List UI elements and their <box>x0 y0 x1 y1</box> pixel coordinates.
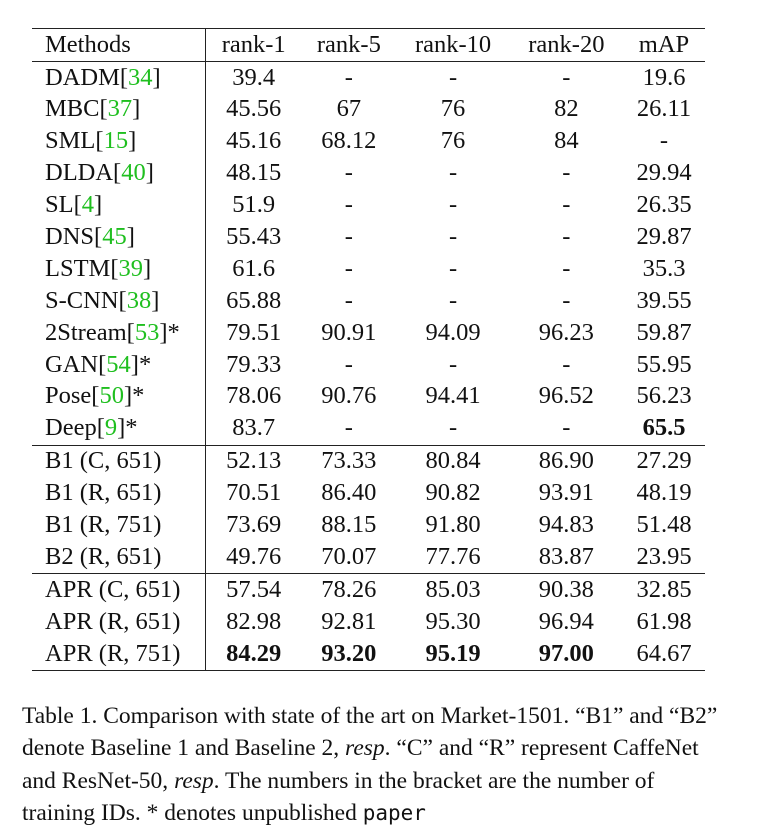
value-cell: 76 <box>440 95 466 123</box>
value-cell: 97.00 <box>510 638 623 670</box>
value-cell: - <box>562 254 571 282</box>
value-cell: - <box>448 223 458 251</box>
method-cell <box>32 574 206 606</box>
method-cell: S-CNN[38] <box>32 285 206 317</box>
method-name: DADM <box>45 63 120 91</box>
value-cell: 70.07 <box>321 542 377 570</box>
table-row <box>32 413 705 445</box>
value-cell: 65.88 <box>226 286 282 314</box>
value-cell: 35.3 <box>642 254 686 282</box>
value-cell: 83.87 <box>538 542 594 570</box>
value-cell: 55.95 <box>636 350 692 378</box>
value-cell: 93.91 <box>538 479 594 507</box>
value-cell: 64.67 <box>623 638 705 670</box>
value-cell: 85.03 <box>396 574 509 606</box>
table-row <box>32 126 705 158</box>
caption-resp-1: resp <box>345 735 385 761</box>
method-cell: MBC[37] <box>32 94 206 126</box>
unpublished-marker: * <box>138 350 152 378</box>
method-name: Pose <box>45 382 92 410</box>
value-cell: 61.6 <box>232 254 276 282</box>
method-name: SL <box>45 191 74 219</box>
method-name: B1 (C, 651) <box>45 447 162 475</box>
results-table <box>32 28 705 671</box>
method-name: S-CNN <box>45 286 119 314</box>
value-cell: 59.87 <box>636 318 692 346</box>
value-cell: 95.30 <box>425 607 481 635</box>
value-cell: 86.40 <box>321 479 377 507</box>
value-cell: 84 <box>554 127 579 155</box>
method-name: LSTM <box>45 254 111 282</box>
value-cell: 51.48 <box>636 511 692 539</box>
method-cell <box>32 445 206 477</box>
header-methods: Methods <box>32 29 206 62</box>
value-cell: 82.98 <box>226 607 282 635</box>
method-name: SML <box>45 127 96 155</box>
value-cell: - <box>448 191 458 219</box>
method-name: APR (C, 651) <box>45 575 181 603</box>
value-cell: 78.26 <box>301 574 396 606</box>
value-cell: 80.84 <box>396 445 509 477</box>
value-cell: 78.06 <box>226 382 282 410</box>
value-cell: 82 <box>554 95 579 123</box>
method-cell: Pose[50]* <box>32 381 206 413</box>
value-cell: 27.29 <box>623 445 705 477</box>
value-cell: 55.43 <box>226 223 282 251</box>
table-row <box>32 541 705 573</box>
caption-text-2: . “C” and “R” represent CaffeNet and ResNet-50, <box>22 735 699 794</box>
value-cell: - <box>659 127 669 155</box>
value-cell: 45.56 <box>226 95 282 123</box>
method-cell: DADM[34] <box>32 61 206 93</box>
method-name: 2Stream <box>45 318 127 346</box>
value-cell: 65.5 <box>642 414 686 442</box>
value-cell: 95.19 <box>396 638 509 670</box>
value-cell: 23.95 <box>636 542 692 570</box>
value-cell: - <box>344 350 353 378</box>
value-cell: 68.12 <box>321 127 377 155</box>
unpublished-marker: * <box>167 318 180 346</box>
citation-link[interactable]: 38 <box>126 286 152 314</box>
value-cell: 83.7 <box>232 414 276 442</box>
value-cell: - <box>448 350 458 378</box>
value-cell: 90.91 <box>321 318 377 346</box>
method-cell: LSTM[39] <box>32 253 206 285</box>
table-row <box>32 253 705 285</box>
table-row <box>32 477 705 509</box>
value-cell: 48.15 <box>226 159 282 187</box>
value-cell: - <box>562 191 571 219</box>
value-cell: 67 <box>336 95 362 123</box>
citation-link[interactable]: 45 <box>102 223 127 251</box>
value-cell: 19.6 <box>642 63 686 91</box>
table-row <box>32 317 705 349</box>
caption-resp-2: resp <box>174 767 214 794</box>
method-name: B2 (R, 651) <box>45 542 162 570</box>
header-rank-10: rank-10 <box>396 29 509 62</box>
table-body <box>32 61 705 670</box>
value-cell: 94.41 <box>425 382 481 410</box>
value-cell: 91.80 <box>425 511 481 539</box>
table-row <box>32 381 705 413</box>
citation-link[interactable]: 39 <box>118 254 144 282</box>
value-cell: 61.98 <box>636 607 692 635</box>
method-name: DLDA <box>45 159 114 187</box>
method-cell: 2Stream[53]* <box>32 317 206 349</box>
value-cell: 90.82 <box>425 479 481 507</box>
value-cell: 70.51 <box>226 479 282 507</box>
citation-link[interactable]: 54 <box>106 350 131 378</box>
header-map: mAP <box>623 29 705 62</box>
value-cell: 29.87 <box>636 223 692 251</box>
value-cell: 45.16 <box>226 127 282 155</box>
method-cell: GAN[54]* <box>32 349 206 381</box>
method-name: APR (R, 651) <box>45 607 181 635</box>
unpublished-marker: * <box>132 382 145 410</box>
method-name: MBC <box>45 95 100 123</box>
results-table-container <box>32 28 705 671</box>
value-cell: 93.20 <box>301 638 396 670</box>
value-cell: - <box>448 414 458 442</box>
citation-link[interactable]: 34 <box>128 63 153 91</box>
value-cell: 26.11 <box>636 95 692 123</box>
value-cell: - <box>562 159 571 187</box>
value-cell: 96.23 <box>538 318 594 346</box>
value-cell: 73.69 <box>226 511 282 539</box>
table-caption <box>22 700 732 830</box>
caption-text-1: Table 1. Comparison with state of the art on Market-1501. “B1” and “B2” denote Baseline 1 and Baseline 2, <box>22 702 718 761</box>
value-cell: - <box>344 191 353 219</box>
value-cell: - <box>344 63 353 91</box>
table-header-row <box>32 29 705 62</box>
value-cell: 57.54 <box>206 574 302 606</box>
method-name: B1 (R, 651) <box>45 479 162 507</box>
citation-link[interactable]: 9 <box>104 414 118 442</box>
citation-link[interactable]: 15 <box>103 127 129 155</box>
value-cell: - <box>448 63 458 91</box>
table-row <box>32 158 705 190</box>
value-cell: 39.4 <box>232 63 276 91</box>
method-cell: DLDA[40] <box>32 158 206 190</box>
method-cell <box>32 638 206 670</box>
value-cell: 84.29 <box>206 638 302 670</box>
citation-link[interactable]: 50 <box>99 382 124 410</box>
table-row <box>32 189 705 221</box>
method-name: DNS <box>45 223 95 251</box>
table-row <box>32 606 705 638</box>
value-cell: - <box>344 286 353 314</box>
value-cell: - <box>448 159 458 187</box>
table-row <box>32 509 705 541</box>
value-cell: - <box>448 254 458 282</box>
citation-link[interactable]: 40 <box>121 159 146 187</box>
citation-link[interactable]: 37 <box>107 95 133 123</box>
method-name: GAN <box>45 350 99 378</box>
value-cell: 29.94 <box>636 159 692 187</box>
method-name: Deep <box>45 414 97 442</box>
value-cell: - <box>562 414 571 442</box>
table-row <box>32 445 705 477</box>
value-cell: 39.55 <box>636 286 692 314</box>
value-cell: 51.9 <box>232 191 276 219</box>
method-cell: Deep[9]* <box>32 413 206 445</box>
method-cell: SML[15] <box>32 126 206 158</box>
value-cell: 48.19 <box>636 479 692 507</box>
header-rank-1: rank-1 <box>206 29 302 62</box>
method-cell: SL[4] <box>32 189 206 221</box>
value-cell: 32.85 <box>623 574 705 606</box>
method-cell: DNS[45] <box>32 221 206 253</box>
value-cell: - <box>562 63 571 91</box>
table-row <box>32 221 705 253</box>
value-cell: 94.09 <box>425 318 481 346</box>
method-cell <box>32 541 206 573</box>
method-cell <box>32 477 206 509</box>
value-cell: - <box>562 286 571 314</box>
unpublished-marker: * <box>125 414 138 442</box>
header-rank-20: rank-20 <box>510 29 623 62</box>
value-cell: 86.90 <box>510 445 623 477</box>
value-cell: - <box>344 254 353 282</box>
value-cell: 88.15 <box>321 511 377 539</box>
value-cell: - <box>344 223 353 251</box>
value-cell: 92.81 <box>321 607 377 635</box>
method-cell <box>32 509 206 541</box>
value-cell: 52.13 <box>206 445 302 477</box>
value-cell: 96.94 <box>538 607 594 635</box>
method-cell <box>32 606 206 638</box>
value-cell: 79.51 <box>226 318 282 346</box>
value-cell: - <box>562 350 571 378</box>
value-cell: 90.38 <box>510 574 623 606</box>
value-cell: 26.35 <box>636 191 692 219</box>
citation-link[interactable]: 4 <box>81 191 95 219</box>
citation-link[interactable]: 53 <box>134 318 160 346</box>
table-row <box>32 574 705 606</box>
value-cell: 56.23 <box>636 382 692 410</box>
value-cell: 79.33 <box>226 350 282 378</box>
value-cell: 94.83 <box>538 511 594 539</box>
value-cell: 77.76 <box>425 542 481 570</box>
value-cell: - <box>344 414 353 442</box>
method-name: B1 (R, 751) <box>45 511 162 539</box>
header-rank-5: rank-5 <box>301 29 396 62</box>
table-row <box>32 285 705 317</box>
value-cell: 96.52 <box>538 382 594 410</box>
caption-text-3: . The numbers in the bracket are the number of training IDs. * denotes unpublished <box>22 767 655 826</box>
table-row <box>32 61 705 93</box>
value-cell: 73.33 <box>301 445 396 477</box>
table-row <box>32 638 705 670</box>
table-row <box>32 94 705 126</box>
method-name: APR (R, 751) <box>45 639 181 667</box>
value-cell: - <box>448 286 458 314</box>
caption-mono-word: paper <box>362 801 426 825</box>
value-cell: 49.76 <box>226 542 282 570</box>
value-cell: - <box>344 159 353 187</box>
table-row <box>32 349 705 381</box>
value-cell: 90.76 <box>321 382 377 410</box>
value-cell: - <box>562 223 571 251</box>
value-cell: 76 <box>440 127 466 155</box>
